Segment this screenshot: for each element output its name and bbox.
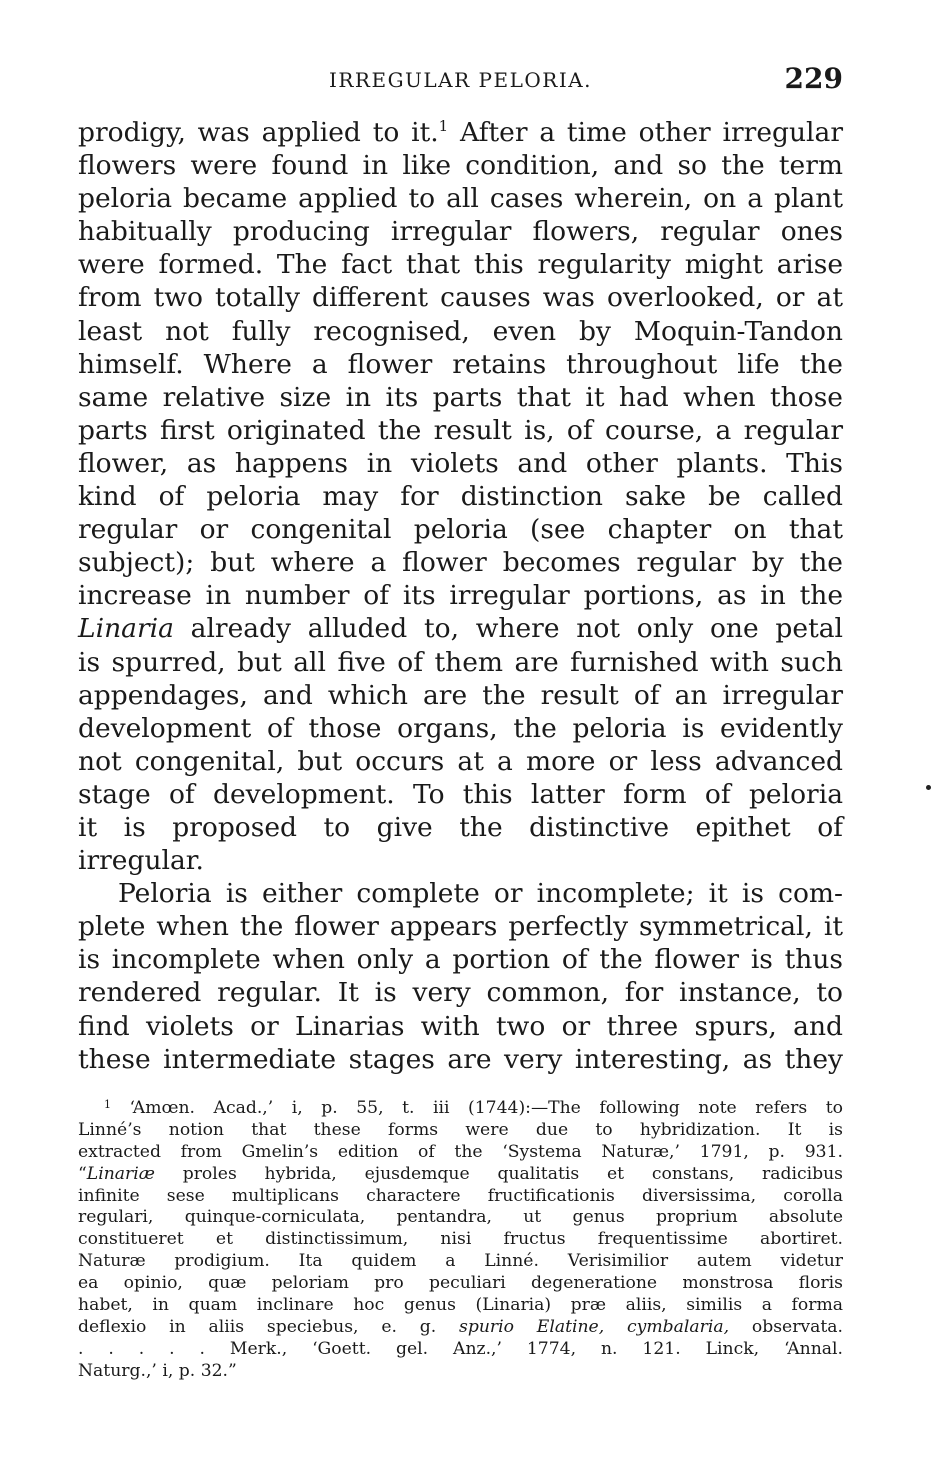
text-line: these intermediate stages are very interesting, as they <box>78 1043 843 1075</box>
text-line: himself. Where a flower retains throughout life the <box>78 348 843 380</box>
paragraph-start-line: Peloria is either complete or incomplete; it is com- <box>118 878 843 910</box>
footnote-reference[interactable]: 1 <box>438 117 449 135</box>
footnote-line: deflexio in aliis speciebus, e. g. spurio Elatine, cymbalaria, observata. <box>78 1316 843 1337</box>
text-line: increase in number of its irregular portions, as in the <box>78 580 843 612</box>
text-line: it is proposed to give the distinctive epithet of <box>78 811 843 843</box>
text-line: flower, as happens in violets and other plants. This <box>78 447 843 479</box>
ink-speck <box>926 785 931 790</box>
text-line: plete when the flower appears perfectly symmetrical, it <box>78 911 843 943</box>
text-line: parts first originated the result is, of course, a regular <box>78 414 843 446</box>
footnote-line: . . . . . Merk., ‘Goett. gel. Anz.,’ 1774, n. 121. Linck, ‘Annal. <box>78 1338 843 1359</box>
footnote-line: ea opinio, quæ peloriam pro peculiari degeneratione monstrosa floris <box>78 1273 843 1294</box>
page-header <box>78 62 843 102</box>
footnote-line: Naturæ prodigium. Ita quidem a Linné. Verisimilior autem videtur <box>78 1251 843 1272</box>
footnote-line: $^1$ ‘Amœn. Acad.,’ i, p. 55, t. iii (1744):—The following note refers to <box>104 1098 843 1118</box>
text-line: same relative size in its parts that it had when those <box>78 381 843 413</box>
running-title: IRREGULAR PELORIA. <box>328 68 593 92</box>
page-number: 229 <box>784 62 843 95</box>
text-line: kind of peloria may for distinction sake be called <box>78 481 843 513</box>
text-line: habitually producing irregular flowers, regular ones <box>78 216 843 248</box>
text-line: appendages, and which are the result of an irregular <box>78 679 843 711</box>
text-line: were formed. The fact that this regularity might arise <box>78 249 843 281</box>
body-text <box>78 116 843 1076</box>
text-line: Linaria already alluded to, where not only one petal <box>78 613 843 645</box>
footnote-line: “Linariæ proles hybrida, ejusdemque qualitatis et constans, radicibus <box>78 1163 843 1184</box>
text-line: from two totally different causes was overlooked, or at <box>78 282 843 314</box>
text-line: find violets or Linarias with two or three spurs, and <box>78 1010 843 1042</box>
text-line: peloria became applied to all cases wherein, on a plant <box>78 183 843 215</box>
text-line: rendered regular. It is very common, for instance, to <box>78 977 843 1009</box>
text-line: not congenital, but occurs at a more or less advanced <box>78 745 843 777</box>
text-line: regular or congenital peloria (see chapter on that <box>78 514 843 546</box>
text-line: flowers were found in like condition, and so the term <box>78 150 843 182</box>
text-line: subject); but where a flower becomes regular by the <box>78 547 843 579</box>
text-line: prodigy, was applied to it.$^1$ After a time other irregular <box>78 117 843 148</box>
footnote-line: habet, in quam inclinare hoc genus (Linaria) præ aliis, similis a forma <box>78 1295 843 1316</box>
text-line: stage of development. To this latter form of peloria <box>78 778 843 810</box>
footnote-line: infinite sese multiplicans charactere fructificationis diversissima, corolla <box>78 1185 843 1206</box>
text-line: irregular. <box>78 845 204 877</box>
footnote-marker: 1 <box>104 1098 111 1111</box>
footnote-line: constitueret et distinctissimum, nisi fructus frequentissime abortiret. <box>78 1229 843 1250</box>
footnote-line: Naturg.,’ i, p. 32.” <box>78 1360 237 1381</box>
text-line: is incomplete when only a portion of the flower is thus <box>78 944 843 976</box>
footnote-line: Linné’s notion that these forms were due to hybridization. It is <box>78 1119 843 1140</box>
text-line: development of those organs, the peloria is evidently <box>78 712 843 744</box>
text-line: is spurred, but all five of them are furnished with such <box>78 646 843 678</box>
text-line: least not fully recognised, even by Moquin-Tandon <box>78 315 843 347</box>
footnote-line: extracted from Gmelin’s edition of the ‘Systema Naturæ,’ 1791, p. 931. <box>78 1141 843 1162</box>
footnote-line: regulari, quinque-corniculata, pentandra, ut genus proprium absolute <box>78 1207 843 1228</box>
footnote <box>78 1098 843 1383</box>
